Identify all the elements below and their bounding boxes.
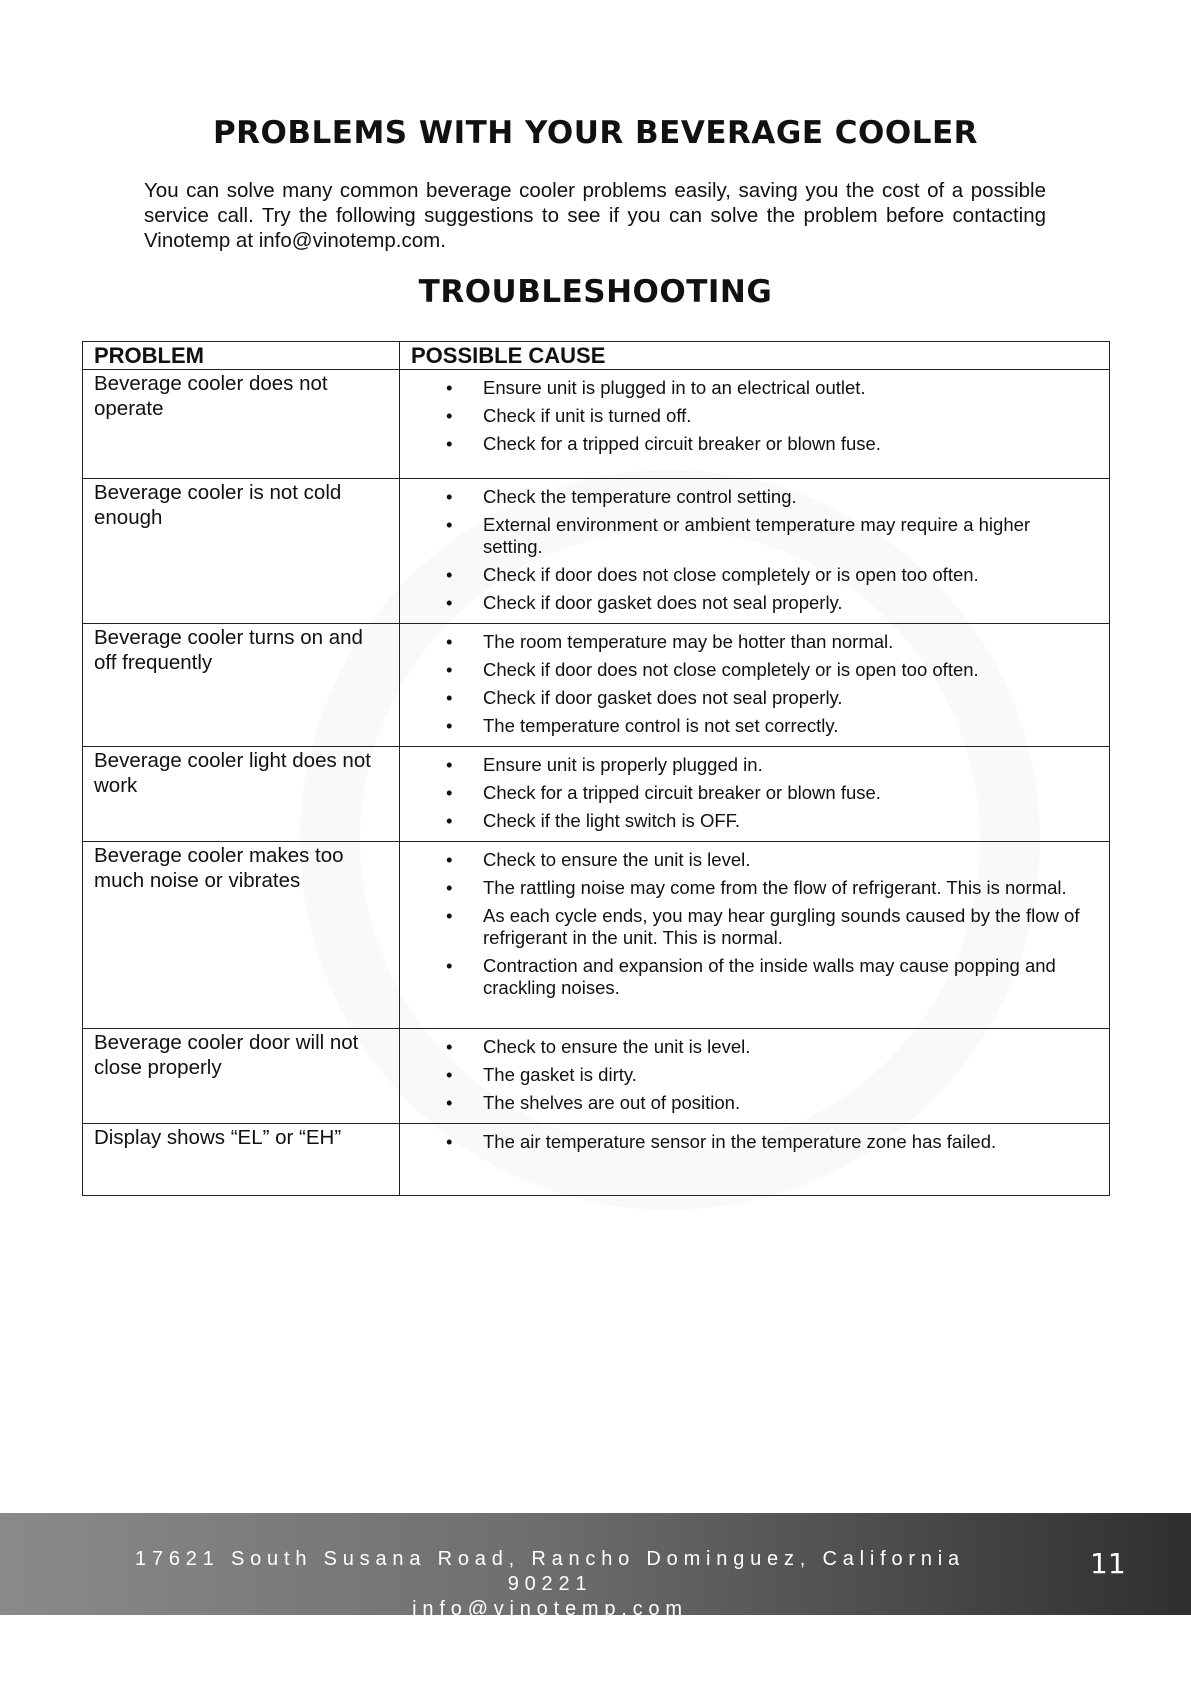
cause-item: • The temperature control is not set correctly. [400,715,1085,737]
cause-item: • Ensure unit is plugged in to an electrical outlet. [400,377,1085,399]
cause-item: • Contraction and expansion of the inside walls may cause popping and crackling noises. [400,955,1085,999]
section-title: TROUBLESHOOTING [418,274,773,310]
cause-item: • Check for a tripped circuit breaker or blown fuse. [400,433,1085,455]
cause-list [400,624,1109,746]
cause-item: • Check to ensure the unit is level. [400,849,1085,871]
cause-item: • Check if the light switch is OFF. [400,810,1085,832]
problem-cell: Beverage cooler is not cold enough [83,479,400,624]
table-row [83,1029,1110,1124]
table-row [83,624,1110,747]
problem-cell: Beverage cooler door will not close properly [83,1029,400,1124]
cause-cell [400,1124,1110,1196]
table-row [83,842,1110,1029]
page-title: PROBLEMS WITH YOUR BEVERAGE COOLER [212,115,979,151]
footer-email: info@vinotemp.com [412,1598,688,1620]
table-header-row [83,342,1110,370]
problem-cell: Beverage cooler turns on and off frequently [83,624,400,747]
cause-cell [400,842,1110,1029]
page-number: 11 [1090,1547,1126,1580]
cause-item: • Check if unit is turned off. [400,405,1085,427]
column-header-problem: PROBLEM [83,342,400,370]
cause-cell [400,370,1110,479]
footer-contact [100,1547,1000,1622]
cause-item: • Check if door gasket does not seal properly. [400,592,1085,614]
troubleshooting-table [82,341,1110,1196]
cause-list [400,370,1109,464]
cause-item: • External environment or ambient temperature may require a higher setting. [400,514,1085,558]
problem-cell: Beverage cooler does not operate [83,370,400,479]
cause-item: • Check to ensure the unit is level. [400,1036,1085,1058]
cause-list [400,1124,1109,1162]
footer-address: 17621 South Susana Road, Rancho Dominguez, California 90221 [135,1548,965,1595]
cause-item: • The shelves are out of position. [400,1092,1085,1114]
problem-cell: Beverage cooler light does not work [83,747,400,842]
table-row [83,747,1110,842]
cause-item: • Check if door does not close completely or is open too often. [400,564,1085,586]
cause-cell [400,624,1110,747]
table-row [83,370,1110,479]
table-row [83,479,1110,624]
cause-item: • Check the temperature control setting. [400,486,1085,508]
cause-item: • Ensure unit is properly plugged in. [400,754,1085,776]
cause-list [400,842,1109,1008]
cause-cell [400,479,1110,624]
footer-bar [0,1513,1191,1620]
cause-item: • The air temperature sensor in the temperature zone has failed. [400,1131,1085,1153]
column-header-cause: POSSIBLE CAUSE [400,342,1110,370]
cause-item: • Check if door gasket does not seal properly. [400,687,1085,709]
cause-item: • Check for a tripped circuit breaker or blown fuse. [400,782,1085,804]
problem-cell: Display shows “EL” or “EH” [83,1124,400,1196]
cause-list [400,747,1109,841]
cause-list [400,1029,1109,1123]
cause-cell [400,1029,1110,1124]
table-row [83,1124,1110,1196]
cause-cell [400,747,1110,842]
cause-list [400,479,1109,623]
cause-item: • The room temperature may be hotter than normal. [400,631,1085,653]
cause-item: • The rattling noise may come from the flow of refrigerant. This is normal. [400,877,1085,899]
intro-paragraph: You can solve many common beverage cooler problems easily, saving you the cost of a possible service call. Try the following suggestions to see if you can solve the problem before contacting Vinotemp at info@vinotemp.com. [144,179,1046,252]
problem-cell: Beverage cooler makes too much noise or vibrates [83,842,400,1029]
cause-item: • The gasket is dirty. [400,1064,1085,1086]
cause-item: • Check if door does not close completely or is open too often. [400,659,1085,681]
cause-item: • As each cycle ends, you may hear gurgling sounds caused by the flow of refrigerant in the unit. This is normal. [400,905,1085,949]
